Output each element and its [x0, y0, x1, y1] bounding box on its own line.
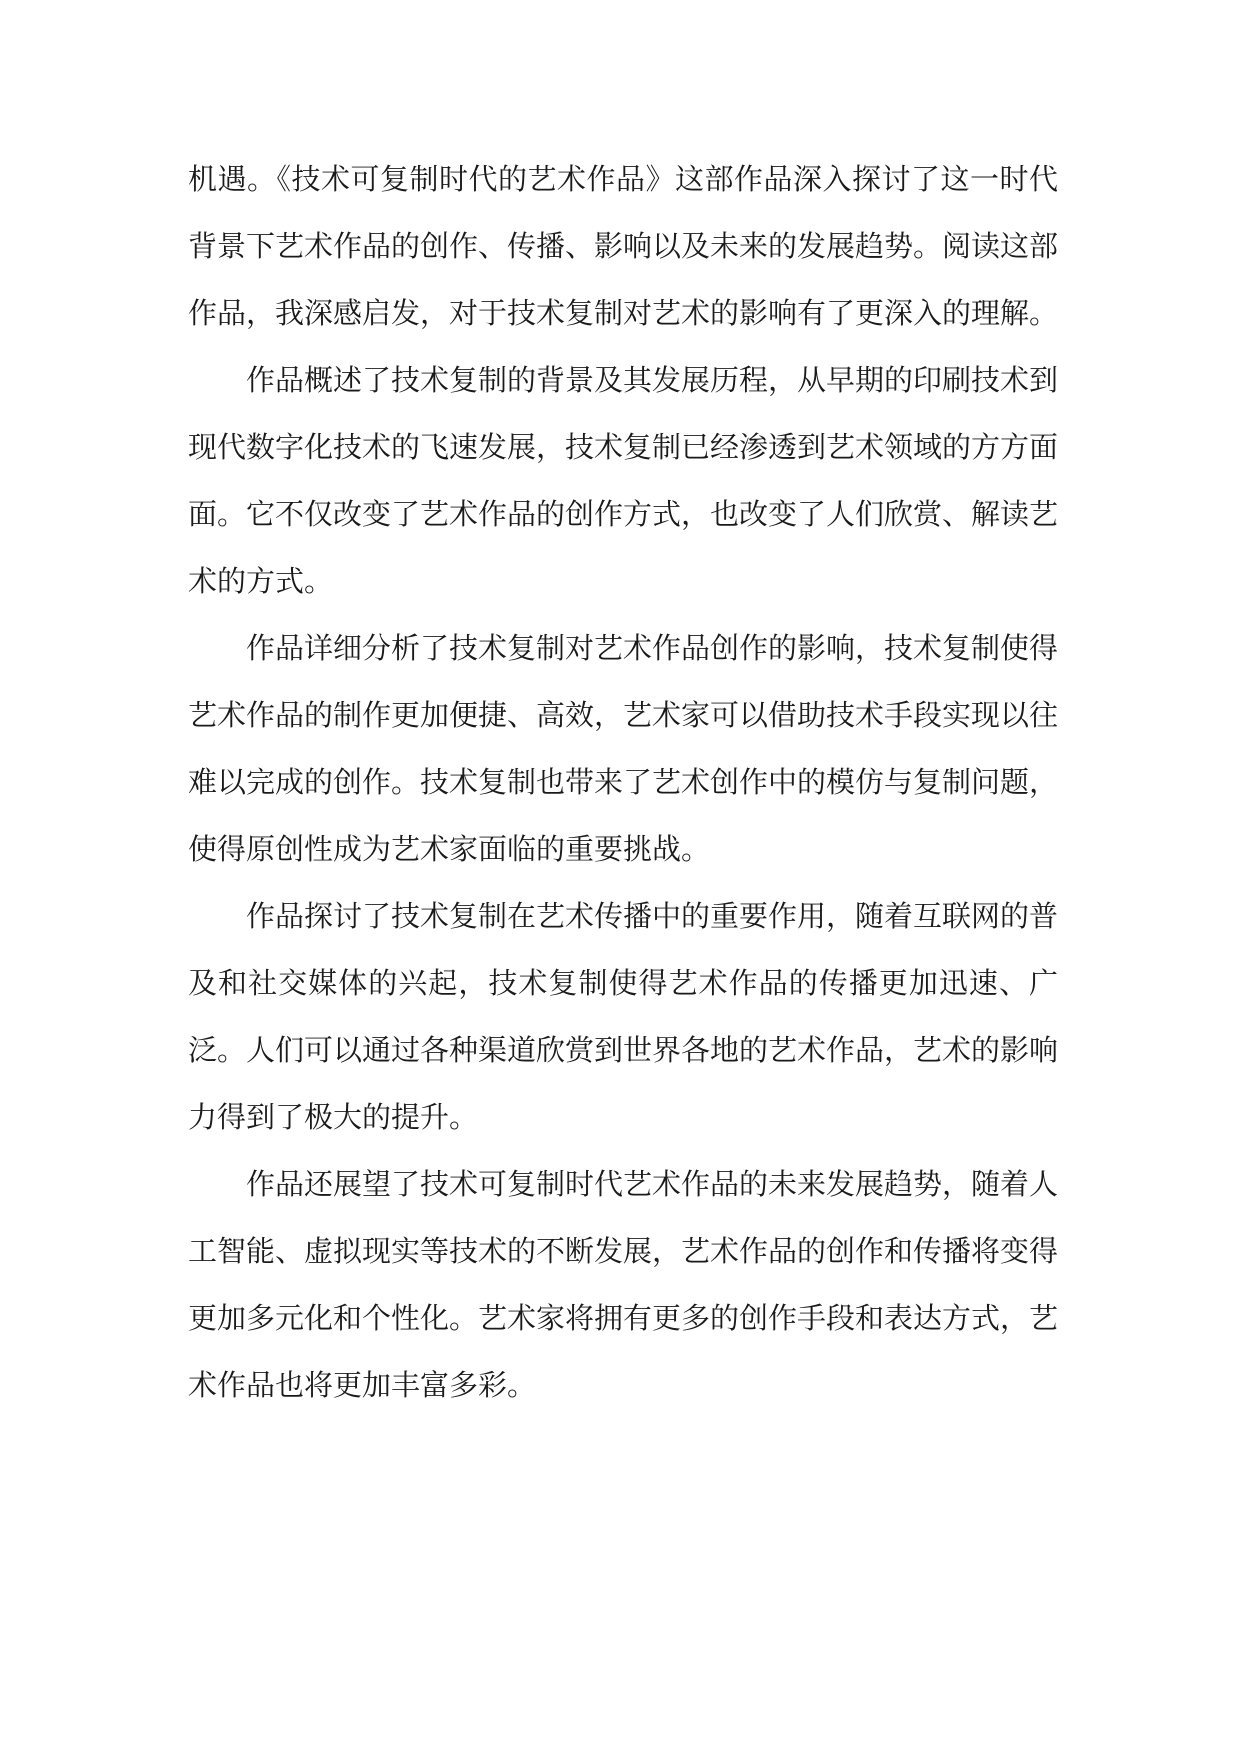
paragraph-dissemination: 作品探讨了技术复制在艺术传播中的重要作用，随着互联网的普及和社交媒体的兴起，技术复制使得艺术作品的传播更加迅速、广泛。人们可以通过各种渠道欣赏到世界各地的艺术作品，艺术的影响力得到了极大的提升。: [188, 899, 1059, 1134]
document-body: [188, 146, 1058, 1419]
paragraph-overview: 作品概述了技术复制的背景及其发展历程，从早期的印刷技术到现代数字化技术的飞速发展，技术复制已经渗透到艺术领域的方方面面。它不仅改变了艺术作品的创作方式，也改变了人们欣赏、解读艺术的方式。: [188, 363, 1059, 598]
paragraph-continuation: 机遇。《技术可复制时代的艺术作品》这部作品深入探讨了这一时代背景下艺术作品的创作、传播、影响以及未来的发展趋势。阅读这部作品，我深感启发，对于技术复制对艺术的影响有了更深入的理解。: [188, 162, 1059, 330]
paragraph-future-trends: 作品还展望了技术可复制时代艺术作品的未来发展趋势，随着人工智能、虚拟现实等技术的不断发展，艺术作品的创作和传播将变得更加多元化和个性化。艺术家将拥有更多的创作手段和表达方式，艺术作品也将更加丰富多彩。: [188, 1167, 1059, 1402]
paragraph-creation-impact: 作品详细分析了技术复制对艺术作品创作的影响，技术复制使得艺术作品的制作更加便捷、高效，艺术家可以借助技术手段实现以往难以完成的创作。技术复制也带来了艺术创作中的模仿与复制问题，使得原创性成为艺术家面临的重要挑战。: [188, 631, 1059, 866]
